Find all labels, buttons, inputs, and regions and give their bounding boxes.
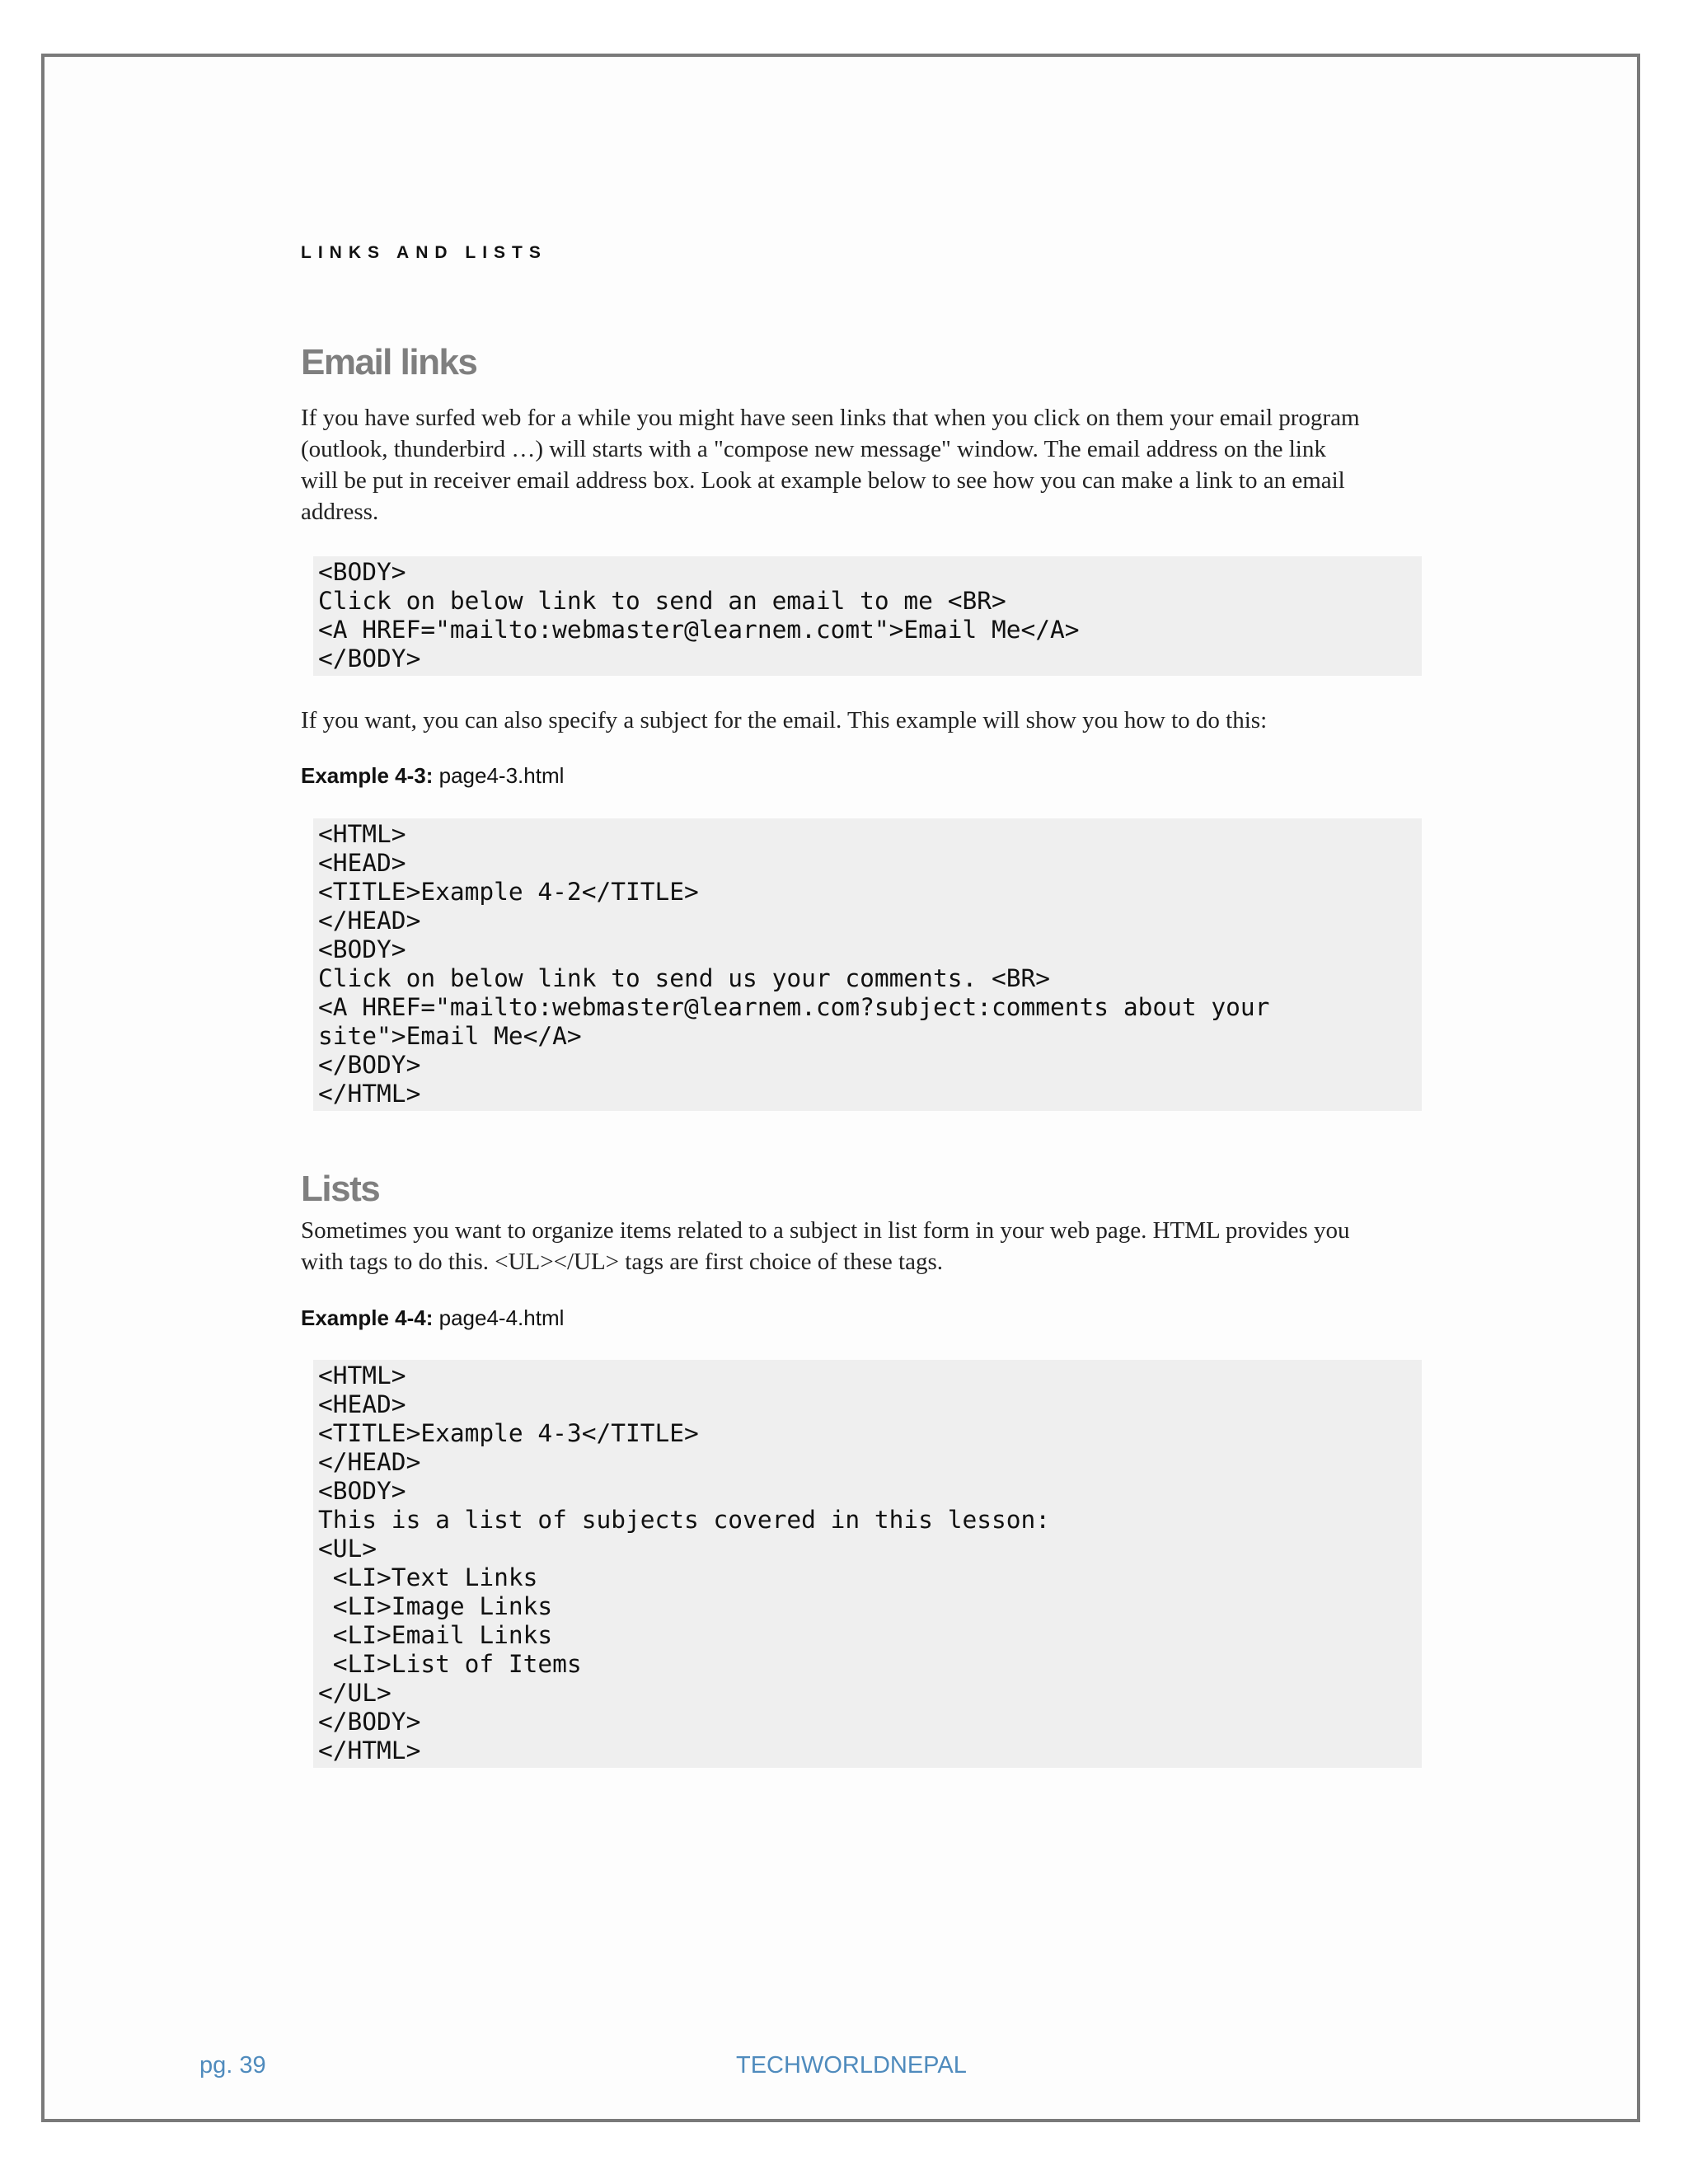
code-line: <LI>Text Links [318, 1563, 538, 1591]
code-line: </UL> [318, 1679, 392, 1707]
lists-heading: Lists [301, 1169, 380, 1209]
code-block-example-4-3 [313, 818, 1422, 1111]
code-line: </HTML> [318, 1080, 421, 1108]
example-label-number: Example 4-4: [301, 1305, 434, 1330]
code-line: </HEAD> [318, 907, 421, 935]
email-intro-line: address. [301, 499, 379, 525]
code-line: </HEAD> [318, 1448, 421, 1476]
subject-paragraph: If you want, you can also specify a subject for the email. This example will show you how to do this: [301, 707, 1268, 733]
example-4-3-label [301, 763, 564, 789]
code-line: <UL> [318, 1535, 377, 1563]
code-line: <TITLE>Example 4-2</TITLE> [318, 878, 699, 906]
lists-intro-paragraph [301, 1215, 1438, 1277]
code-line: </HTML> [318, 1736, 421, 1765]
email-intro-line: (outlook, thunderbird …) will starts with a "compose new message" window. The email address on the link [301, 436, 1326, 462]
code-line: <LI>Email Links [318, 1621, 553, 1649]
code-line: <BODY> [318, 558, 406, 586]
example-label-number: Example 4-3: [301, 763, 434, 788]
email-links-heading: Email links [301, 342, 477, 382]
code-line: <HEAD> [318, 849, 406, 877]
email-intro-line: will be put in receiver email address box. Look at example below to see how you can make a link to an email [301, 467, 1345, 494]
lists-intro-line: Sometimes you want to organize items related to a subject in list form in your web page. HTML provides you [301, 1217, 1350, 1244]
email-intro-paragraph [301, 402, 1438, 527]
example-label-file: page4-4.html [433, 1305, 565, 1330]
code-line: <LI>List of Items [318, 1650, 582, 1678]
code-line: <A HREF="mailto:webmaster@learnem.comt">Email Me</A> [318, 616, 1080, 644]
code-line: <BODY> [318, 1477, 406, 1505]
code-line: Click on below link to send us your comments. <BR> [318, 964, 1051, 992]
code-line: site">Email Me</A> [318, 1022, 582, 1050]
code-line: </BODY> [318, 1708, 421, 1736]
code-line: <HEAD> [318, 1390, 406, 1418]
email-intro-line: If you have surfed web for a while you might have seen links that when you click on them your email program [301, 405, 1360, 431]
running-head: LINKS AND LISTS [301, 243, 547, 262]
lists-intro-line: with tags to do this. <UL></UL> tags are first choice of these tags. [301, 1249, 943, 1275]
code-line: Click on below link to send an email to me <BR> [318, 587, 1006, 615]
code-line: This is a list of subjects covered in this lesson: [318, 1506, 1051, 1534]
footer-page-number: pg. 39 [199, 2052, 266, 2079]
code-line: <TITLE>Example 4-3</TITLE> [318, 1419, 699, 1447]
code-line: <HTML> [318, 820, 406, 848]
code-line: <HTML> [318, 1361, 406, 1390]
code-line: </BODY> [318, 1051, 421, 1079]
code-line: <A HREF="mailto:webmaster@learnem.com?subject:comments about your [318, 993, 1270, 1021]
footer-brand: TECHWORLDNEPAL [736, 2052, 967, 2079]
code-line: </BODY> [318, 644, 421, 673]
code-line: <LI>Image Links [318, 1592, 553, 1620]
code-line: <BODY> [318, 935, 406, 963]
code-block-example-4-4 [313, 1360, 1422, 1768]
example-label-file: page4-3.html [433, 763, 565, 788]
example-4-4-label [301, 1305, 564, 1331]
code-block-email [313, 556, 1422, 676]
